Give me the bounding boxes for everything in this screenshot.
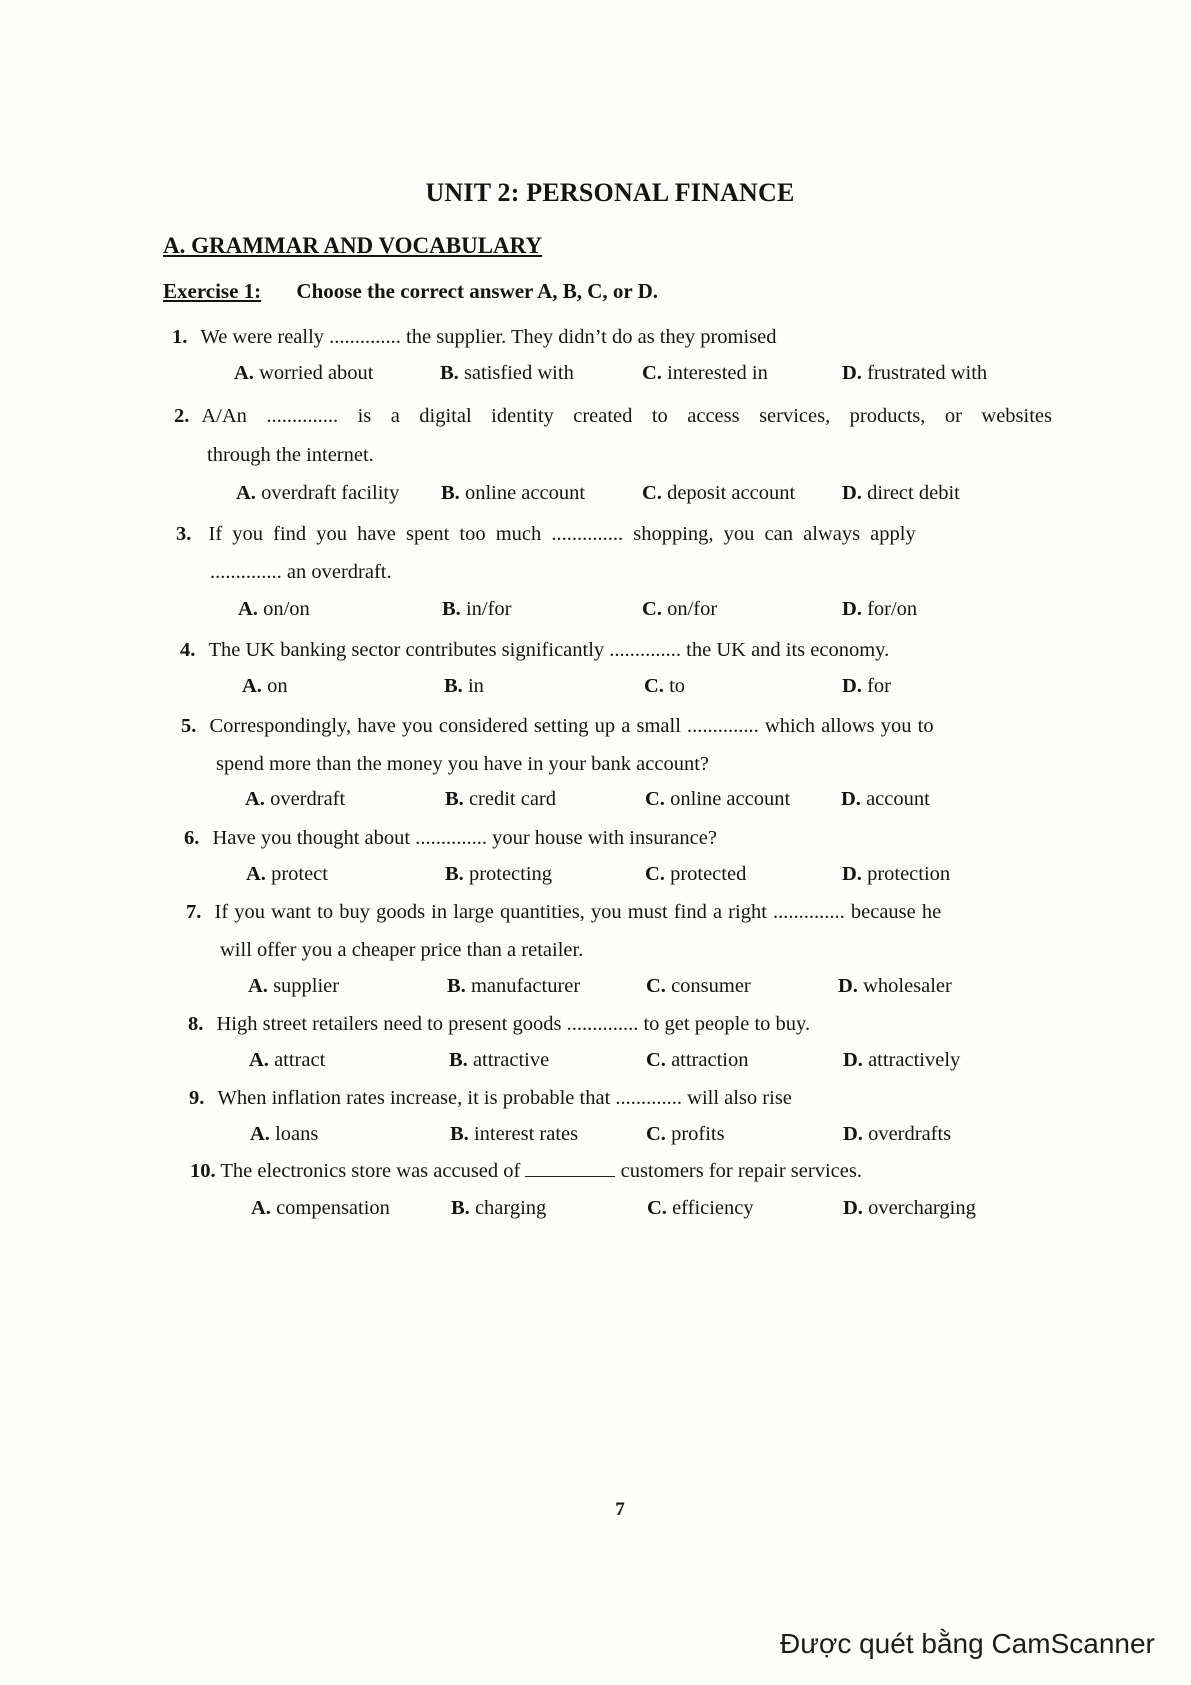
option-a: A. compensation — [251, 1197, 390, 1219]
option-d: D. wholesaler — [838, 975, 952, 997]
question-stem-continued: spend more than the money you have in your bank account? — [216, 753, 709, 775]
question-number: 9. — [189, 1087, 205, 1109]
question-3-continued — [210, 553, 392, 591]
question-stem-after: customers for repair services. — [620, 1160, 862, 1182]
question-number: 5. — [181, 715, 197, 737]
option-c: C. interested in — [642, 362, 768, 384]
option-b: B. manufacturer — [447, 975, 581, 997]
question-stem: We were really .............. the supplier. They didn’t do as they promised — [200, 326, 777, 348]
question-number: 8. — [188, 1013, 204, 1035]
question-stem-continued: .............. an overdraft. — [210, 561, 392, 583]
option-c: C. efficiency — [647, 1197, 754, 1219]
question-9 — [189, 1079, 792, 1117]
option-a: A. on — [242, 675, 288, 697]
options-9 — [250, 1123, 1050, 1153]
question-number: 1. — [172, 326, 188, 348]
question-8 — [188, 1005, 810, 1043]
option-d: D. overcharging — [843, 1197, 976, 1219]
question-number: 3. — [176, 523, 192, 545]
options-7 — [248, 975, 1048, 1005]
question-2-continued — [207, 436, 374, 474]
option-b: B. protecting — [445, 863, 553, 885]
option-b: B. satisfied with — [440, 362, 574, 384]
section-title: A. GRAMMAR AND VOCABULARY — [163, 233, 543, 258]
option-b: B. interest rates — [450, 1123, 579, 1145]
question-3 — [176, 515, 916, 553]
option-c: C. online account — [645, 788, 791, 810]
option-b: B. credit card — [445, 788, 557, 810]
options-5 — [245, 788, 1045, 818]
question-4 — [180, 631, 889, 669]
options-2 — [236, 482, 1036, 512]
option-d: D. overdrafts — [843, 1123, 952, 1145]
question-5 — [181, 707, 934, 745]
question-stem: The UK banking sector contributes significantly .............. the UK and its economy. — [208, 639, 890, 661]
option-d: D. direct debit — [842, 482, 960, 504]
exercise-label: Exercise 1: — [163, 279, 262, 303]
question-6 — [184, 819, 717, 857]
question-7 — [186, 893, 941, 931]
question-stem-continued: will offer you a cheaper price than a retailer. — [220, 939, 584, 961]
option-a: A. attract — [249, 1049, 326, 1071]
option-b: B. in/for — [442, 598, 512, 620]
question-stem: A/An .............. is a digital identity created to access services, products, or websites — [201, 405, 1052, 427]
question-stem: High street retailers need to present goods .............. to get people to buy. — [216, 1013, 811, 1035]
options-4 — [242, 675, 1042, 705]
option-b: B. in — [444, 675, 484, 697]
option-d: D. protection — [842, 863, 951, 885]
options-1 — [234, 362, 1034, 392]
unit-title: UNIT 2: PERSONAL FINANCE — [425, 178, 795, 207]
option-b: B. attractive — [449, 1049, 550, 1071]
option-a: A. overdraft facility — [236, 482, 400, 504]
option-c: C. to — [644, 675, 686, 697]
option-a: A. on/on — [238, 598, 310, 620]
option-d: D. for/on — [842, 598, 918, 620]
option-b: B. online account — [441, 482, 586, 504]
question-number: 7. — [186, 901, 202, 923]
question-stem: If you want to buy goods in large quantities, you must find a right .............. because he — [214, 901, 942, 923]
question-number: 4. — [180, 639, 196, 661]
question-stem: Have you thought about .............. your house with insurance? — [212, 827, 717, 849]
options-8 — [249, 1049, 1049, 1079]
camscanner-watermark: Được quét bằng CamScanner — [780, 1628, 1155, 1659]
question-number: 10. — [190, 1160, 216, 1182]
option-d: D. for — [842, 675, 891, 697]
option-d: D. attractively — [843, 1049, 961, 1071]
option-a: A. overdraft — [245, 788, 346, 810]
option-c: C. deposit account — [642, 482, 796, 504]
question-10 — [190, 1152, 862, 1190]
option-c: C. attraction — [646, 1049, 749, 1071]
page-number: 7 — [615, 1499, 625, 1520]
options-10 — [251, 1197, 1051, 1227]
exercise-instruction: Choose the correct answer A, B, C, or D. — [296, 279, 659, 303]
question-2 — [174, 397, 1052, 435]
option-c: C. protected — [645, 863, 747, 885]
question-stem: When inflation rates increase, it is probable that ............. will also rise — [217, 1087, 792, 1109]
question-7-continued — [220, 931, 583, 969]
answer-blank — [525, 1158, 615, 1177]
question-stem: If you find you have spent too much .............. shopping, you can always apply — [208, 523, 916, 545]
question-number: 2. — [174, 405, 190, 427]
option-c: C. consumer — [646, 975, 751, 997]
question-1 — [172, 318, 777, 356]
option-a: A. protect — [246, 863, 328, 885]
option-d: D. account — [841, 788, 930, 810]
option-a: A. worried about — [234, 362, 374, 384]
question-5-continued — [216, 745, 709, 783]
question-stem-before: The electronics store was accused of — [220, 1160, 521, 1182]
options-6 — [246, 863, 1046, 893]
question-stem-continued: through the internet. — [207, 444, 374, 466]
option-c: C. on/for — [642, 598, 718, 620]
option-d: D. frustrated with — [842, 362, 988, 384]
exercise-heading — [163, 279, 658, 304]
option-c: C. profits — [646, 1123, 725, 1145]
question-stem: Correspondingly, have you considered setting up a small .............. which allows you to — [209, 715, 934, 737]
option-a: A. supplier — [248, 975, 340, 997]
option-b: B. charging — [451, 1197, 547, 1219]
question-number: 6. — [184, 827, 200, 849]
option-a: A. loans — [250, 1123, 319, 1145]
options-3 — [238, 598, 1038, 628]
